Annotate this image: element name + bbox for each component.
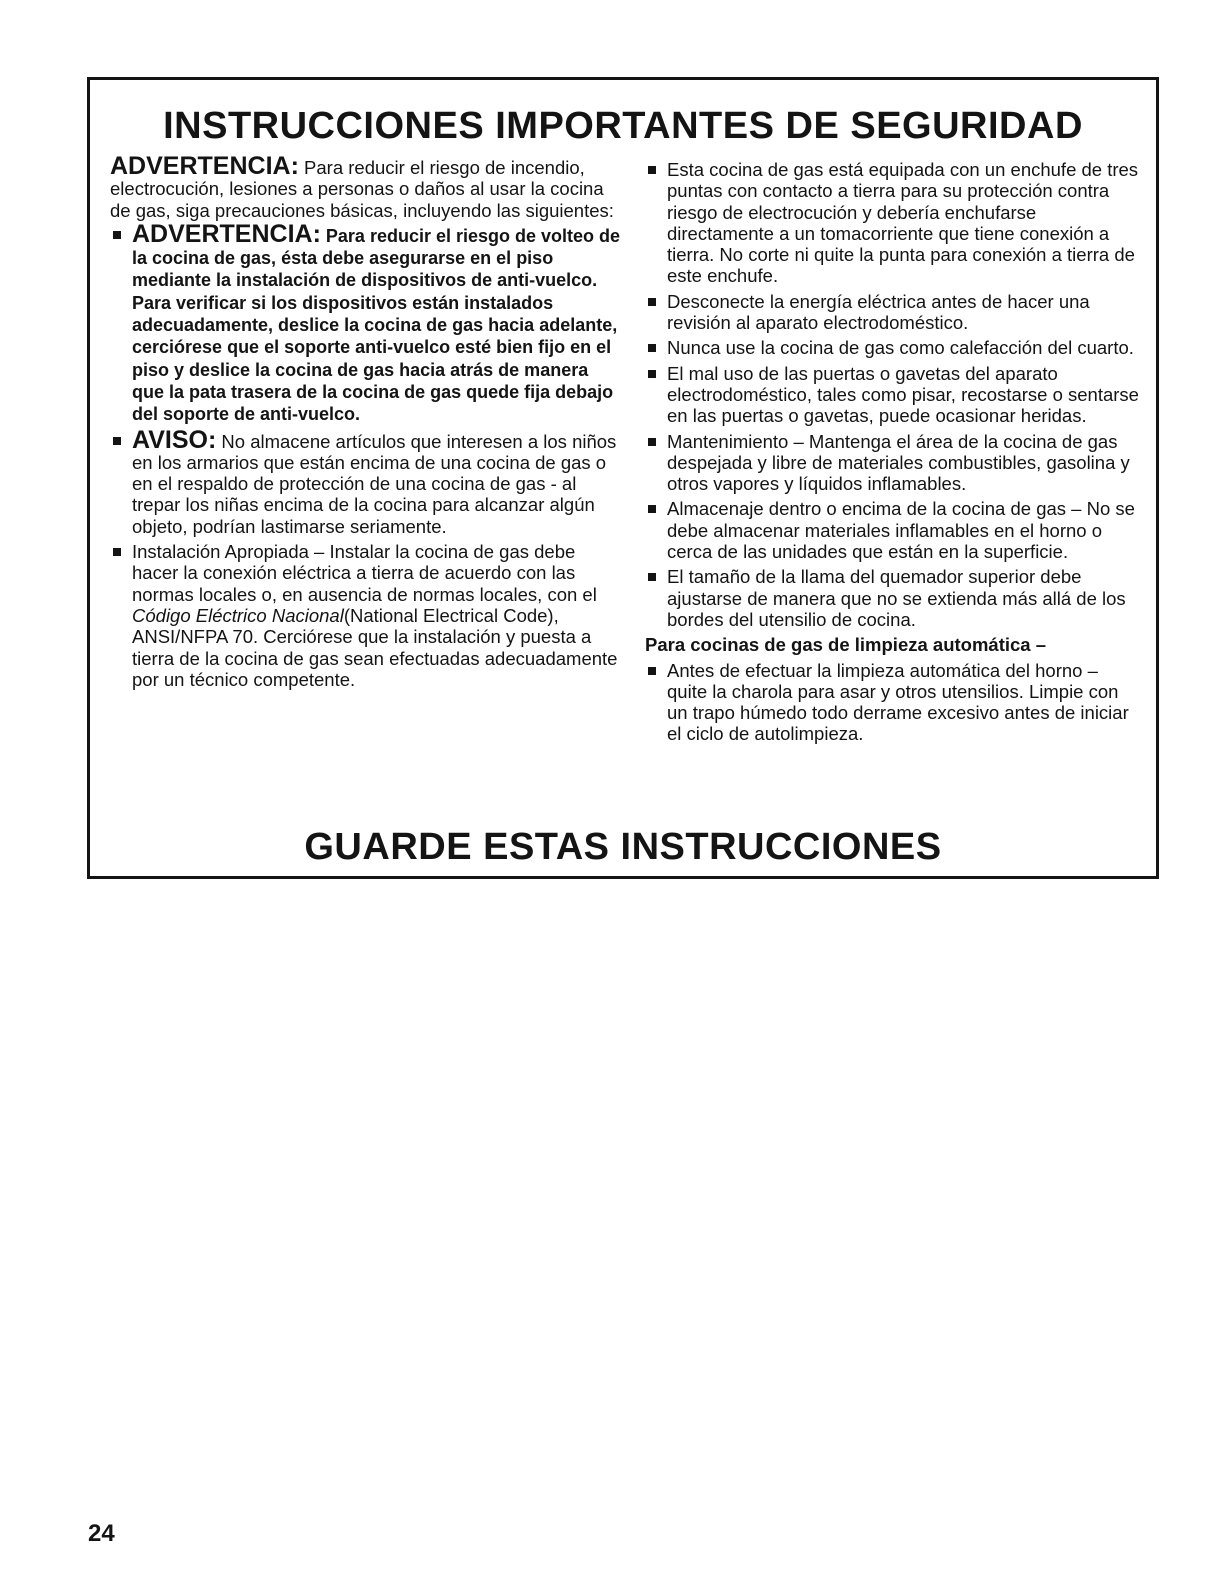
page-number: 24 xyxy=(88,1520,115,1547)
bullet-icon xyxy=(648,166,656,174)
safety-instructions-box xyxy=(87,77,1159,879)
list-item xyxy=(645,337,1141,358)
self-clean-subheading: Para cocinas de gas de limpieza automática – xyxy=(645,634,1047,656)
bullet-icon xyxy=(648,573,656,581)
list-item-text: Esta cocina de gas está equipada con un enchufe de tres puntas con contacto a tierra para su protección contra riesgo de electrocución y debería enchufarse directamente a un tomacorriente que tiene conexión a tierra. No corte ni quite la punta para conexión a tierra de este enchufe. xyxy=(667,159,1139,287)
warning-lead: ADVERTENCIA: xyxy=(132,219,321,248)
warning-text: Para reducir el riesgo de volteo de la cocina de gas, ésta debe asegurarse en el piso mediante la instalación de dispositivos de anti-vuelco. Para verificar si los dispositivos están instalados adecuadamente, deslice la cocina de gas hacia adelante, cerciórese que el soporte anti-vuelco esté bien fijo en el piso y deslice la cocina de gas hacia atrás de manera que la pata trasera de la cocina de gas quede fija debajo del soporte de anti-vuelco. xyxy=(132,225,621,425)
installation-text-1: Instalación Apropiada – Instalar la cocina de gas debe hacer la conexión eléctrica a tierra de acuerdo con las normas locales o, en ausencia de normas locales, con el xyxy=(132,541,597,605)
list-item xyxy=(645,159,1141,287)
list-item xyxy=(645,566,1141,630)
right-column xyxy=(645,156,1141,745)
list-item xyxy=(645,291,1141,334)
bullet-icon xyxy=(648,505,656,513)
bullet-icon xyxy=(648,438,656,446)
list-item-text: Nunca use la cocina de gas como calefacción del cuarto. xyxy=(667,337,1134,359)
notice-lead: AVISO: xyxy=(132,425,217,454)
list-item-text: Mantenimiento – Mantenga el área de la cocina de gas despejada y libre de materiales combustibles, gasolina y otros vapores y líquidos inflamables. xyxy=(667,430,1130,495)
list-item-installation xyxy=(110,541,620,690)
bullet-icon xyxy=(648,370,656,378)
intro-paragraph xyxy=(110,152,620,221)
bullet-icon xyxy=(113,437,121,445)
list-item-text: Almacenaje dentro o encima de la cocina de gas – No se debe almacenar materiales inflamables en el horno o cerca de las unidades que están en la superficie. xyxy=(667,498,1135,563)
installation-text-2: (National Electrical Code), ANSI/NFPA 70. Cerciórese que la instalación y puesta a tierra de la cocina de gas sean efectuadas adecuadamente por un técnico competente. xyxy=(132,604,618,690)
list-item xyxy=(645,431,1141,495)
save-instructions-heading: GUARDE ESTAS INSTRUCCIONES xyxy=(304,826,942,868)
bullet-icon xyxy=(648,667,656,675)
bullet-icon xyxy=(648,344,656,352)
list-item-notice xyxy=(110,425,620,537)
intro-lead: ADVERTENCIA: xyxy=(110,152,299,180)
bullet-icon xyxy=(113,548,121,556)
notice-text: No almacene artículos que interesen a los niños en los armarios que están encima de una cocina de gas o en el respaldo de protección de una cocina de gas - al trepar los niñas encima de la cocina para alcanzar algún objeto, podrían lastimarse seriamente. xyxy=(132,430,617,537)
bullet-icon xyxy=(113,231,121,239)
installation-code-name: Código Eléctrico Nacional xyxy=(132,604,344,626)
list-item-text: El tamaño de la llama del quemador superior debe ajustarse de manera que no se extienda más allá de los bordes del utensilio de cocina. xyxy=(667,566,1126,630)
list-item-text: Desconecte la energía eléctrica antes de hacer una revisión al aparato electrodoméstico. xyxy=(667,290,1090,334)
intro-text: Para reducir el riesgo de incendio, electrocución, lesiones a personas o daños al usar la cocina de gas, siga precauciones básicas, incluyendo las siguientes: xyxy=(110,157,614,221)
list-item-self-clean xyxy=(645,660,1141,745)
list-item xyxy=(645,363,1141,427)
list-item-text: El mal uso de las puertas o gavetas del aparato electrodoméstico, tales como pisar, recostarse o sentarse en las puertas o gavetas, puede ocasionar heridas. xyxy=(667,362,1139,427)
page-title: INSTRUCCIONES IMPORTANTES DE SEGURIDAD xyxy=(163,105,1083,147)
list-item-text: Antes de efectuar la limpieza automática del horno – quite la charola para asar y otros utensilios. Limpie con un trapo húmedo todo derrame excesivo antes de iniciar el ciclo de autolimpieza. xyxy=(667,659,1129,745)
list-item xyxy=(645,498,1141,562)
bullet-icon xyxy=(648,298,656,306)
list-item-warning xyxy=(110,219,621,426)
left-column xyxy=(110,152,621,690)
